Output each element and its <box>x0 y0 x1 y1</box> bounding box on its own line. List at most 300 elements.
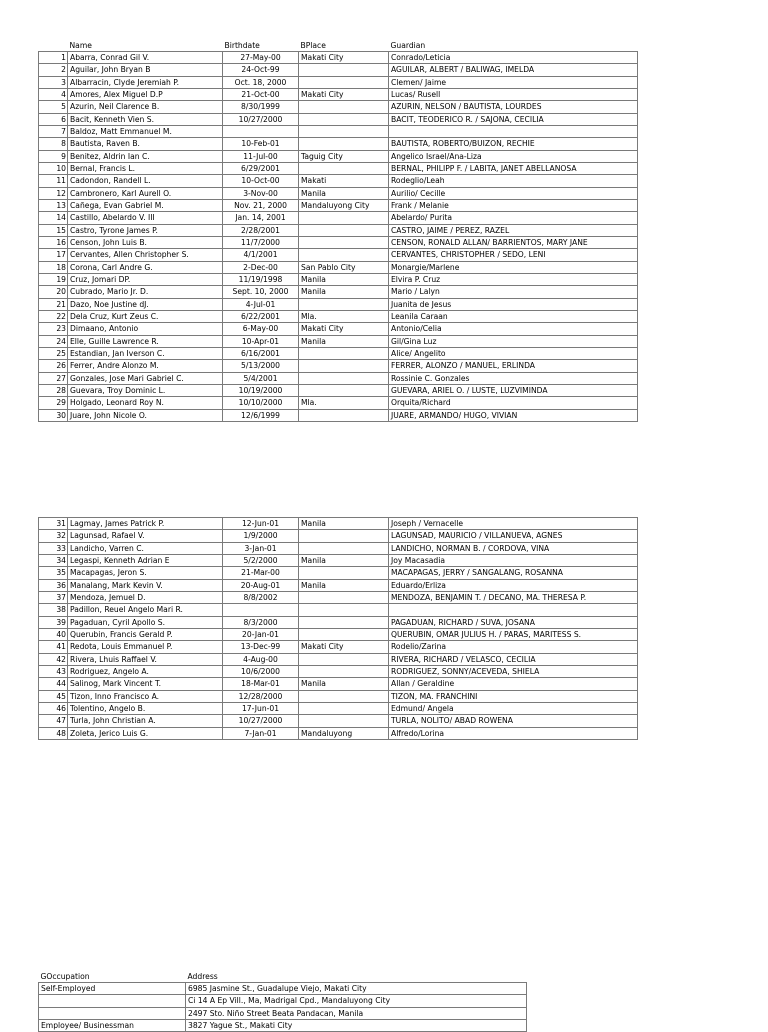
birthplace-cell <box>299 715 389 727</box>
guardian-cell: GUEVARA, ARIEL O. / LUSTE, LUZVIMINDA <box>389 384 638 396</box>
row-number-cell: 25 <box>39 347 68 359</box>
table-row <box>39 518 638 530</box>
birthdate-cell: 21-Mar-00 <box>223 567 299 579</box>
row-number-cell: 22 <box>39 310 68 322</box>
name-cell: Juare, John Nicole O. <box>68 409 223 421</box>
birthdate-cell: 10-Feb-01 <box>223 138 299 150</box>
birthplace-cell: Makati City <box>299 88 389 100</box>
birthdate-cell <box>223 125 299 137</box>
guardian-cell: Edmund/ Angela <box>389 702 638 714</box>
birthplace-cell: Mla. <box>299 310 389 322</box>
table-row <box>39 983 527 995</box>
guardian-cell: Lucas/ Rusell <box>389 88 638 100</box>
birthdate-cell: 5/4/2001 <box>223 372 299 384</box>
name-cell: Pagaduan, Cyril Apollo S. <box>68 616 223 628</box>
birthplace-cell: San Pablo City <box>299 261 389 273</box>
name-cell: Tizon, Inno Francisco A. <box>68 690 223 702</box>
birthplace-cell <box>299 76 389 88</box>
birthdate-cell: 20-Jan-01 <box>223 628 299 640</box>
address-body <box>39 983 527 1032</box>
table-row <box>39 530 638 542</box>
birthplace-cell <box>299 64 389 76</box>
birthplace-cell <box>299 702 389 714</box>
row-number-cell: 8 <box>39 138 68 150</box>
birthplace-cell <box>299 542 389 554</box>
birthplace-cell <box>299 360 389 372</box>
guardian-cell: Eduardo/Erliza <box>389 579 638 591</box>
guardian-cell: BACIT, TEODERICO R. / SAJONA, CECILIA <box>389 113 638 125</box>
row-number-cell: 42 <box>39 653 68 665</box>
table-row <box>39 52 638 64</box>
table-row <box>39 76 638 88</box>
name-cell: Elle, Guille Lawrence R. <box>68 335 223 347</box>
address-header-row <box>39 972 527 983</box>
guardian-cell: Rodelio/Zarina <box>389 641 638 653</box>
birthplace-cell: Manila <box>299 518 389 530</box>
occupation-cell: Self-Employed <box>39 983 186 995</box>
guardian-cell: Angelico Israel/Ana-Liza <box>389 150 638 162</box>
birthplace-cell <box>299 138 389 150</box>
row-number-cell: 5 <box>39 101 68 113</box>
birthplace-cell <box>299 567 389 579</box>
birthplace-cell <box>299 372 389 384</box>
table-row <box>39 690 638 702</box>
table-row <box>39 224 638 236</box>
occupation-cell <box>39 1007 186 1019</box>
table-row <box>39 616 638 628</box>
row-number-cell: 30 <box>39 409 68 421</box>
guardian-cell: RODRIGUEZ, SONNY/ACEVEDA, SHIELA <box>389 665 638 677</box>
guardian-cell: Aurilio/ Cecille <box>389 187 638 199</box>
name-cell: Lagunsad, Rafael V. <box>68 530 223 542</box>
row-number-cell: 43 <box>39 665 68 677</box>
name-cell: Rodriguez, Angelo A. <box>68 665 223 677</box>
birthdate-cell: 7-Jan-01 <box>223 727 299 739</box>
address-cell: 2497 Sto. Niño Street Beata Pandacan, Manila <box>186 1007 527 1019</box>
name-cell: Bernal, Francis L. <box>68 162 223 174</box>
row-number-cell: 19 <box>39 273 68 285</box>
name-cell: Redota, Louis Emmanuel P. <box>68 641 223 653</box>
name-cell: Censon, John Luis B. <box>68 236 223 248</box>
name-cell: Ferrer, Andre Alonzo M. <box>68 360 223 372</box>
guardian-cell: Juanita de Jesus <box>389 298 638 310</box>
name-cell: Holgado, Leonard Roy N. <box>68 397 223 409</box>
row-number-cell: 26 <box>39 360 68 372</box>
birthplace-cell <box>299 101 389 113</box>
name-cell: Lagmay, James Patrick P. <box>68 518 223 530</box>
guardian-cell: BAUTISTA, ROBERTO/BUIZON, RECHIE <box>389 138 638 150</box>
row-number-cell: 4 <box>39 88 68 100</box>
name-cell: Tolentino, Angelo B. <box>68 702 223 714</box>
row-number-cell: 16 <box>39 236 68 248</box>
table-row <box>39 702 638 714</box>
guardian-cell: Mario / Lalyn <box>389 286 638 298</box>
row-number-cell: 45 <box>39 690 68 702</box>
roster-header-row <box>39 41 638 52</box>
row-number-cell: 28 <box>39 384 68 396</box>
table-row <box>39 310 638 322</box>
table-row <box>39 212 638 224</box>
guardian-cell: AZURIN, NELSON / BAUTISTA, LOURDES <box>389 101 638 113</box>
table-row <box>39 372 638 384</box>
guardian-cell: Conrado/Leticia <box>389 52 638 64</box>
birthdate-cell: 2/28/2001 <box>223 224 299 236</box>
guardian-cell: Monargie/Marlene <box>389 261 638 273</box>
roster-continued-body <box>39 518 638 740</box>
name-cell: Corona, Carl Andre G. <box>68 261 223 273</box>
header-address: Address <box>187 972 218 981</box>
birthplace-cell <box>299 125 389 137</box>
birthplace-cell <box>299 604 389 616</box>
row-number-cell: 33 <box>39 542 68 554</box>
guardian-cell: RIVERA, RICHARD / VELASCO, CECILIA <box>389 653 638 665</box>
row-number-cell: 21 <box>39 298 68 310</box>
guardian-cell: PAGADUAN, RICHARD / SUVA, JOSANA <box>389 616 638 628</box>
name-cell: Castillo, Abelardo V. III <box>68 212 223 224</box>
name-cell: Aguilar, John Bryan B <box>68 64 223 76</box>
guardian-cell: Rodeglio/Leah <box>389 175 638 187</box>
guardian-cell: CERVANTES, CHRISTOPHER / SEDO, LENI <box>389 249 638 261</box>
table-row <box>39 298 638 310</box>
birthdate-cell: 20-Aug-01 <box>223 579 299 591</box>
birthplace-cell <box>299 384 389 396</box>
table-row <box>39 273 638 285</box>
guardian-cell: LAGUNSAD, MAURICIO / VILLANUEVA, AGNES <box>389 530 638 542</box>
table-row <box>39 384 638 396</box>
row-number-cell: 10 <box>39 162 68 174</box>
student-roster-table <box>38 41 638 422</box>
guardian-cell: MACAPAGAS, JERRY / SANGALANG, ROSANNA <box>389 567 638 579</box>
birthplace-cell <box>299 347 389 359</box>
birthdate-cell: 6/22/2001 <box>223 310 299 322</box>
address-cell: Ci 14 A Ep Vill., Ma, Madrigal Cpd., Mandaluyong City <box>186 995 527 1007</box>
table-row <box>39 567 638 579</box>
row-number-cell: 41 <box>39 641 68 653</box>
table-row <box>39 641 638 653</box>
address-cell: 6985 Jasmine St., Guadalupe Viejo, Makati City <box>186 983 527 995</box>
birthdate-cell: 12-Jun-01 <box>223 518 299 530</box>
guardian-cell: Antonio/Celia <box>389 323 638 335</box>
birthdate-cell: 27-May-00 <box>223 52 299 64</box>
birthdate-cell: 10/27/2000 <box>223 715 299 727</box>
name-cell: Manalang, Mark Kevin V. <box>68 579 223 591</box>
header-bplace: BPlace <box>300 41 326 50</box>
row-number-cell: 46 <box>39 702 68 714</box>
table-row <box>39 397 638 409</box>
guardian-cell: FERRER, ALONZO / MANUEL, ERLINDA <box>389 360 638 372</box>
birthplace-cell: Manila <box>299 273 389 285</box>
birthdate-cell: 3-Nov-00 <box>223 187 299 199</box>
birthplace-cell <box>299 236 389 248</box>
birthdate-cell: 6/16/2001 <box>223 347 299 359</box>
table-row <box>39 628 638 640</box>
table-row <box>39 101 638 113</box>
table-row <box>39 995 527 1007</box>
row-number-cell: 3 <box>39 76 68 88</box>
guardian-cell: Leanila Caraan <box>389 310 638 322</box>
name-cell: Estandian, Jan Iverson C. <box>68 347 223 359</box>
table-row <box>39 88 638 100</box>
name-cell: Baldoz, Matt Emmanuel M. <box>68 125 223 137</box>
occupation-cell: Employee/ Businessman <box>39 1019 186 1031</box>
table-row <box>39 542 638 554</box>
birthdate-cell: Nov. 21, 2000 <box>223 199 299 211</box>
birthdate-cell: 11/19/1998 <box>223 273 299 285</box>
birthplace-cell: Manila <box>299 335 389 347</box>
birthdate-cell: 6/29/2001 <box>223 162 299 174</box>
birthplace-cell <box>299 298 389 310</box>
header-index <box>39 41 68 52</box>
table-row <box>39 653 638 665</box>
table-row <box>39 409 638 421</box>
table-row <box>39 138 638 150</box>
guardian-cell: LANDICHO, NORMAN B. / CORDOVA, VINA <box>389 542 638 554</box>
guardian-cell <box>389 125 638 137</box>
table-row <box>39 199 638 211</box>
occupation-cell <box>39 995 186 1007</box>
guardian-cell: CASTRO, JAIME / PEREZ, RAZEL <box>389 224 638 236</box>
birthdate-cell: 17-Jun-01 <box>223 702 299 714</box>
birthplace-cell: Makati City <box>299 52 389 64</box>
name-cell: Mendoza, Jemuel D. <box>68 591 223 603</box>
address-cell: 3827 Yague St., Makati City <box>186 1019 527 1031</box>
birthdate-cell: 10/10/2000 <box>223 397 299 409</box>
birthdate-cell: 5/2/2000 <box>223 554 299 566</box>
row-number-cell: 14 <box>39 212 68 224</box>
birthdate-cell: 10/6/2000 <box>223 665 299 677</box>
table-row <box>39 286 638 298</box>
birthplace-cell <box>299 591 389 603</box>
name-cell: Cañega, Evan Gabriel M. <box>68 199 223 211</box>
guardian-cell: Alfredo/Lorina <box>389 727 638 739</box>
table-row <box>39 604 638 616</box>
guardian-cell: Allan / Geraldine <box>389 678 638 690</box>
guardian-cell: MENDOZA, BENJAMIN T. / DECANO, MA. THERESA P. <box>389 591 638 603</box>
birthplace-cell: Mandaluyong City <box>299 199 389 211</box>
birthplace-cell: Manila <box>299 579 389 591</box>
name-cell: Legaspi, Kenneth Adrian E <box>68 554 223 566</box>
name-cell: Macapagas, Jeron S. <box>68 567 223 579</box>
row-number-cell: 31 <box>39 518 68 530</box>
birthdate-cell: 2-Dec-00 <box>223 261 299 273</box>
birthplace-cell: Taguig City <box>299 150 389 162</box>
row-number-cell: 34 <box>39 554 68 566</box>
name-cell: Gonzales, Jose Mari Gabriel C. <box>68 372 223 384</box>
name-cell: Cadondon, Randell L. <box>68 175 223 187</box>
birthdate-cell: 1/9/2000 <box>223 530 299 542</box>
name-cell: Turla, John Christian A. <box>68 715 223 727</box>
row-number-cell: 37 <box>39 591 68 603</box>
birthdate-cell: 24-Oct-99 <box>223 64 299 76</box>
birthplace-cell <box>299 162 389 174</box>
guardian-cell <box>389 604 638 616</box>
birthdate-cell: 12/6/1999 <box>223 409 299 421</box>
row-number-cell: 40 <box>39 628 68 640</box>
name-cell: Azurin, Neil Clarence B. <box>68 101 223 113</box>
row-number-cell: 44 <box>39 678 68 690</box>
birthdate-cell: 4/1/2001 <box>223 249 299 261</box>
table-row <box>39 64 638 76</box>
table-row <box>39 727 638 739</box>
birthplace-cell <box>299 628 389 640</box>
birthdate-cell: 21-Oct-00 <box>223 88 299 100</box>
table-row <box>39 175 638 187</box>
birthplace-cell <box>299 224 389 236</box>
table-row <box>39 150 638 162</box>
birthdate-cell <box>223 604 299 616</box>
table-row <box>39 591 638 603</box>
guardian-cell: Joseph / Vernacelle <box>389 518 638 530</box>
row-number-cell: 2 <box>39 64 68 76</box>
birthplace-cell: Makati City <box>299 323 389 335</box>
name-cell: Cambronero, Karl Aurell O. <box>68 187 223 199</box>
guardian-cell: CENSON, RONALD ALLAN/ BARRIENTOS, MARY JANE <box>389 236 638 248</box>
row-number-cell: 1 <box>39 52 68 64</box>
birthplace-cell: Makati City <box>299 641 389 653</box>
birthdate-cell: 11/7/2000 <box>223 236 299 248</box>
row-number-cell: 38 <box>39 604 68 616</box>
birthplace-cell: Manila <box>299 187 389 199</box>
table-row <box>39 360 638 372</box>
table-row <box>39 335 638 347</box>
name-cell: Albarracin, Clyde Jeremiah P. <box>68 76 223 88</box>
name-cell: Salinog, Mark Vincent T. <box>68 678 223 690</box>
birthplace-cell: Manila <box>299 286 389 298</box>
birthdate-cell: Oct. 18, 2000 <box>223 76 299 88</box>
row-number-cell: 18 <box>39 261 68 273</box>
birthplace-cell: Mla. <box>299 397 389 409</box>
name-cell: Castro, Tyrone James P. <box>68 224 223 236</box>
birthplace-cell: Makati <box>299 175 389 187</box>
row-number-cell: 11 <box>39 175 68 187</box>
row-number-cell: 29 <box>39 397 68 409</box>
name-cell: Zoleta, Jerico Luis G. <box>68 727 223 739</box>
name-cell: Bacit, Kenneth Vien S. <box>68 113 223 125</box>
name-cell: Querubin, Francis Gerald P. <box>68 628 223 640</box>
header-birthdate: Birthdate <box>224 41 260 50</box>
table-row <box>39 665 638 677</box>
name-cell: Dela Cruz, Kurt Zeus C. <box>68 310 223 322</box>
guardian-cell: TIZON, MA. FRANCHINI <box>389 690 638 702</box>
birthdate-cell: 8/3/2000 <box>223 616 299 628</box>
birthplace-cell <box>299 212 389 224</box>
guardian-cell: Clemen/ Jaime <box>389 76 638 88</box>
row-number-cell: 35 <box>39 567 68 579</box>
birthdate-cell: 4-Jul-01 <box>223 298 299 310</box>
roster-body <box>39 52 638 422</box>
table-row <box>39 249 638 261</box>
row-number-cell: 20 <box>39 286 68 298</box>
birthdate-cell: 11-Jul-00 <box>223 150 299 162</box>
table-row <box>39 347 638 359</box>
name-cell: Bautista, Raven B. <box>68 138 223 150</box>
birthdate-cell: 13-Dec-99 <box>223 641 299 653</box>
birthdate-cell: Jan. 14, 2001 <box>223 212 299 224</box>
guardian-cell: Joy Macasadia <box>389 554 638 566</box>
guardian-cell: JUARE, ARMANDO/ HUGO, VIVIAN <box>389 409 638 421</box>
table-row <box>39 1019 527 1031</box>
birthplace-cell <box>299 409 389 421</box>
guardian-cell: BERNAL, PHILIPP F. / LABITA, JANET ABELLANOSA <box>389 162 638 174</box>
row-number-cell: 23 <box>39 323 68 335</box>
student-roster-table-continued <box>38 517 638 740</box>
row-number-cell: 17 <box>39 249 68 261</box>
guardian-cell: Orquita/Richard <box>389 397 638 409</box>
birthplace-cell <box>299 530 389 542</box>
birthplace-cell: Manila <box>299 678 389 690</box>
birthplace-cell <box>299 113 389 125</box>
table-row <box>39 261 638 273</box>
birthplace-cell <box>299 690 389 702</box>
birthdate-cell: 10-Apr-01 <box>223 335 299 347</box>
birthdate-cell: Sept. 10, 2000 <box>223 286 299 298</box>
birthplace-cell <box>299 249 389 261</box>
table-row <box>39 113 638 125</box>
row-number-cell: 7 <box>39 125 68 137</box>
table-row <box>39 579 638 591</box>
birthdate-cell: 8/8/2002 <box>223 591 299 603</box>
table-row <box>39 125 638 137</box>
name-cell: Landicho, Varren C. <box>68 542 223 554</box>
row-number-cell: 48 <box>39 727 68 739</box>
birthdate-cell: 10-Oct-00 <box>223 175 299 187</box>
name-cell: Abarra, Conrad Gil V. <box>68 52 223 64</box>
birthdate-cell: 8/30/1999 <box>223 101 299 113</box>
birthplace-cell <box>299 616 389 628</box>
name-cell: Guevara, Troy Dominic L. <box>68 384 223 396</box>
row-number-cell: 13 <box>39 199 68 211</box>
table-row <box>39 715 638 727</box>
birthdate-cell: 5/13/2000 <box>223 360 299 372</box>
table-row <box>39 323 638 335</box>
table-row <box>39 554 638 566</box>
birthdate-cell: 18-Mar-01 <box>223 678 299 690</box>
name-cell: Padillon, Reuel Angelo Mari R. <box>68 604 223 616</box>
table-row <box>39 678 638 690</box>
birthdate-cell: 10/19/2000 <box>223 384 299 396</box>
guardian-cell: Rossinie C. Gonzales <box>389 372 638 384</box>
birthplace-cell <box>299 665 389 677</box>
birthplace-cell: Mandaluyong <box>299 727 389 739</box>
occupation-address-table <box>38 972 527 1032</box>
row-number-cell: 39 <box>39 616 68 628</box>
name-cell: Benitez, Aldrin Ian C. <box>68 150 223 162</box>
table-row <box>39 1007 527 1019</box>
name-cell: Amores, Alex Miguel D.P <box>68 88 223 100</box>
table-row <box>39 236 638 248</box>
birthdate-cell: 3-Jan-01 <box>223 542 299 554</box>
row-number-cell: 24 <box>39 335 68 347</box>
guardian-cell: Gil/Gina Luz <box>389 335 638 347</box>
birthdate-cell: 12/28/2000 <box>223 690 299 702</box>
guardian-cell: QUERUBIN, OMAR JULIUS H. / PARAS, MARITESS S. <box>389 628 638 640</box>
name-cell: Cervantes, Allen Christopher S. <box>68 249 223 261</box>
birthdate-cell: 10/27/2000 <box>223 113 299 125</box>
row-number-cell: 36 <box>39 579 68 591</box>
row-number-cell: 47 <box>39 715 68 727</box>
row-number-cell: 32 <box>39 530 68 542</box>
guardian-cell: Alice/ Angelito <box>389 347 638 359</box>
guardian-cell: TURLA, NOLITO/ ABAD ROWENA <box>389 715 638 727</box>
header-guardian: Guardian <box>390 41 426 50</box>
guardian-cell: Elvira P. Cruz <box>389 273 638 285</box>
name-cell: Cruz, Jomari DP. <box>68 273 223 285</box>
row-number-cell: 12 <box>39 187 68 199</box>
name-cell: Rivera, Lhuis Raffael V. <box>68 653 223 665</box>
name-cell: Dazo, Noe Justine dJ. <box>68 298 223 310</box>
header-occupation: GOccupation <box>40 972 90 981</box>
name-cell: Cubrado, Mario Jr. D. <box>68 286 223 298</box>
